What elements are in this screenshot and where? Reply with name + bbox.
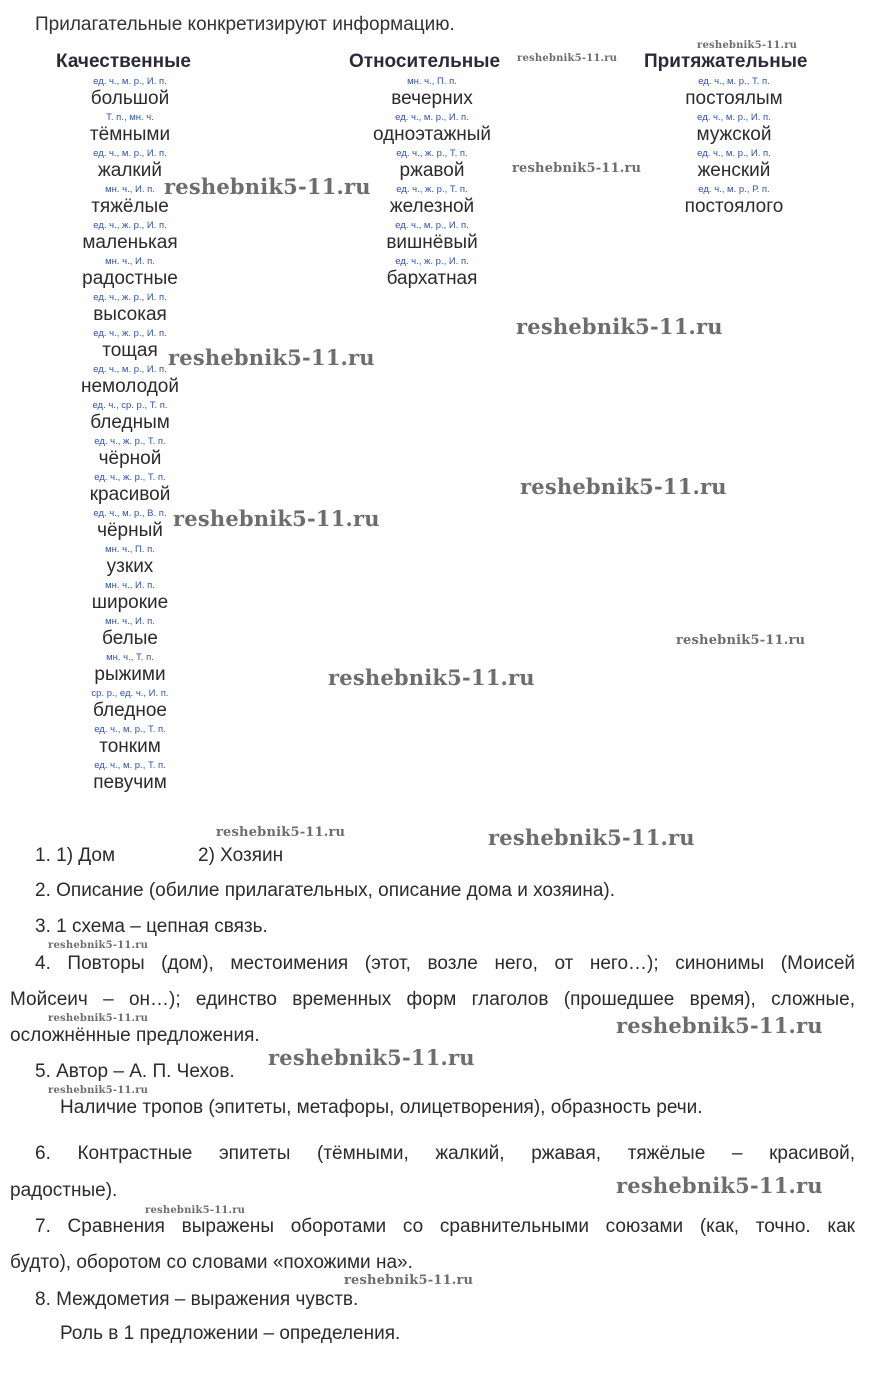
adjective-word: жалкий: [98, 160, 162, 181]
grammar-note: мн. ч., Т. п.: [106, 652, 154, 663]
watermark: reshebnik5-11.ru: [164, 174, 371, 199]
adjective-word: певучим: [93, 772, 167, 793]
grammar-note: ед. ч., ж. р., Т. п.: [94, 436, 166, 447]
grammar-note: ед. ч., м. р., И. п.: [93, 148, 167, 159]
adjective-word: женский: [697, 160, 771, 181]
answer-6-line-1: 6. Контрастные эпитеты (тёмными, жалкий, ржавая, тяжёлые – красивой,: [35, 1143, 855, 1164]
adjective-word: чёрной: [98, 448, 162, 469]
adjective-word: вечерних: [391, 88, 473, 109]
grammar-note: мн. ч., П. п.: [407, 76, 457, 87]
qualitative-adjective-entry: [50, 724, 210, 760]
possessive-adjective-entry: [654, 112, 814, 148]
possessive-column: [654, 76, 814, 220]
answer-4-line-2: Мойсеич – он…); единство временных форм глаголов (прошедшее время), сложные,: [10, 989, 855, 1010]
watermark: reshebnik5-11.ru: [173, 506, 380, 531]
qualitative-adjective-entry: [50, 616, 210, 652]
adjective-word: радостные: [82, 268, 178, 289]
qualitative-adjective-entry: [50, 112, 210, 148]
adjective-word: мужской: [696, 124, 772, 145]
grammar-note: мн. ч., И. п.: [105, 184, 155, 195]
watermark: reshebnik5-11.ru: [520, 474, 727, 499]
qualitative-adjective-entry: [50, 508, 210, 544]
adjective-word: маленькая: [82, 232, 178, 253]
relative-adjective-entry: [352, 256, 512, 292]
qualitative-adjective-entry: [50, 148, 210, 184]
grammar-note: ед. ч., м. р., Т. п.: [94, 760, 166, 771]
grammar-note: ед. ч., м. р., И. п.: [697, 112, 771, 123]
qualitative-adjective-entry: [50, 544, 210, 580]
grammar-note: ед. ч., м. р., И. п.: [93, 76, 167, 87]
grammar-note: Т. п., мн. ч.: [106, 112, 154, 123]
column-heading-qualitative: Качественные: [56, 51, 191, 72]
relative-column: [352, 76, 512, 292]
qualitative-column: [50, 76, 210, 796]
adjective-word: узких: [106, 556, 154, 577]
adjective-word: чёрный: [97, 520, 163, 541]
column-heading-relative: Относительные: [349, 51, 501, 72]
qualitative-adjective-entry: [50, 436, 210, 472]
answer-4-line-1: 4. Повторы (дом), местоимения (этот, возле него, от него…); синонимы (Моисей: [35, 953, 855, 974]
adjective-word: тонким: [99, 736, 161, 757]
adjective-word: бархатная: [386, 268, 478, 289]
adjective-word: вишнёвый: [386, 232, 478, 253]
grammar-note: ед. ч., ж. р., Т. п.: [396, 184, 468, 195]
qualitative-adjective-entry: [50, 760, 210, 796]
qualitative-adjective-entry: [50, 472, 210, 508]
answer-4-line-3: осложнённые предложения.: [10, 1025, 260, 1046]
adjective-word: тёмными: [89, 124, 171, 145]
grammar-note: мн. ч., П. п.: [105, 544, 155, 555]
watermark: reshebnik5-11.ru: [616, 1173, 823, 1198]
grammar-note: ед. ч., ср. р., Т. п.: [92, 400, 168, 411]
grammar-note: мн. ч., И. п.: [105, 580, 155, 591]
watermark: reshebnik5-11.ru: [616, 1013, 823, 1038]
adjective-word: бледным: [90, 412, 170, 433]
answer-5: 5. Автор – А. П. Чехов.: [35, 1061, 235, 1082]
grammar-note: ед. ч., ж. р., Т. п.: [396, 148, 468, 159]
watermark: reshebnik5-11.ru: [48, 940, 149, 951]
grammar-note: ед. ч., ж. р., Т. п.: [94, 472, 166, 483]
adjective-word: широкие: [91, 592, 169, 613]
adjective-word: постоялым: [685, 88, 783, 109]
adjective-word: тяжёлые: [91, 196, 169, 217]
relative-adjective-entry: [352, 76, 512, 112]
answer-2: 2. Описание (обилие прилагательных, описание дома и хозяина).: [35, 880, 616, 901]
answer-7-line-2: будто), оборотом со словами «похожими на».: [10, 1252, 413, 1273]
grammar-note: мн. ч., И. п.: [105, 256, 155, 267]
relative-adjective-entry: [352, 148, 512, 184]
answer-7-line-1: 7. Сравнения выражены оборотами со сравнительными союзами (как, точно. как: [35, 1216, 855, 1237]
answer-8: 8. Междометия – выражения чувств.: [35, 1289, 359, 1310]
answer-6-line-2: радостные).: [10, 1180, 118, 1201]
relative-adjective-entry: [352, 220, 512, 256]
qualitative-adjective-entry: [50, 328, 210, 364]
watermark: reshebnik5-11.ru: [697, 40, 798, 51]
qualitative-adjective-entry: [50, 292, 210, 328]
watermark: reshebnik5-11.ru: [517, 53, 618, 64]
grammar-note: ед. ч., м. р., В. п.: [93, 508, 167, 519]
answer-1-part-1: 1. 1) Дом: [35, 845, 116, 866]
grammar-note: ед. ч., м. р., Т. п.: [698, 76, 770, 87]
answer-3: 3. 1 схема – цепная связь.: [35, 916, 268, 937]
watermark: reshebnik5-11.ru: [168, 345, 375, 370]
qualitative-adjective-entry: [50, 256, 210, 292]
adjective-word: большой: [90, 88, 170, 109]
watermark: reshebnik5-11.ru: [488, 825, 695, 850]
qualitative-adjective-entry: [50, 184, 210, 220]
adjective-word: ржавой: [399, 160, 465, 181]
grammar-note: ед. ч., м. р., Р. п.: [698, 184, 770, 195]
adjective-word: тощая: [102, 340, 158, 361]
watermark: reshebnik5-11.ru: [216, 825, 346, 840]
grammar-note: ед. ч., ж. р., И. п.: [93, 220, 167, 231]
grammar-note: ед. ч., м. р., Т. п.: [94, 724, 166, 735]
qualitative-adjective-entry: [50, 364, 210, 400]
qualitative-adjective-entry: [50, 400, 210, 436]
adjective-word: немолодой: [81, 376, 179, 397]
grammar-note: мн. ч., И. п.: [105, 616, 155, 627]
grammar-note: ср. р., ед. ч., И. п.: [91, 688, 169, 699]
watermark: reshebnik5-11.ru: [344, 1273, 474, 1288]
qualitative-adjective-entry: [50, 580, 210, 616]
adjective-word: рыжими: [94, 664, 166, 685]
grammar-note: ед. ч., м. р., И. п.: [697, 148, 771, 159]
adjective-word: бледное: [93, 700, 167, 721]
qualitative-adjective-entry: [50, 220, 210, 256]
grammar-note: ед. ч., м. р., И. п.: [395, 112, 469, 123]
watermark: reshebnik5-11.ru: [48, 1013, 149, 1024]
watermark: reshebnik5-11.ru: [48, 1085, 149, 1096]
possessive-adjective-entry: [654, 148, 814, 184]
relative-adjective-entry: [352, 184, 512, 220]
watermark: reshebnik5-11.ru: [512, 161, 642, 176]
watermark: reshebnik5-11.ru: [676, 633, 806, 648]
adjective-word: одноэтажный: [372, 124, 492, 145]
qualitative-adjective-entry: [50, 76, 210, 112]
adjective-word: постоялого: [684, 196, 784, 217]
grammar-note: ед. ч., ж. р., И. п.: [395, 256, 469, 267]
possessive-adjective-entry: [654, 76, 814, 112]
adjective-word: высокая: [93, 304, 167, 325]
adjective-word: железной: [389, 196, 475, 217]
grammar-note: ед. ч., ж. р., И. п.: [93, 328, 167, 339]
watermark: reshebnik5-11.ru: [328, 665, 535, 690]
intro-text: Прилагательные конкретизируют информацию.: [35, 14, 455, 35]
qualitative-adjective-entry: [50, 652, 210, 688]
column-heading-possessive: Притяжательные: [644, 51, 808, 72]
adjective-word: красивой: [89, 484, 171, 505]
relative-adjective-entry: [352, 112, 512, 148]
watermark: reshebnik5-11.ru: [516, 314, 723, 339]
qualitative-adjective-entry: [50, 688, 210, 724]
adjective-word: белые: [102, 628, 158, 649]
grammar-note: ед. ч., м. р., И. п.: [395, 220, 469, 231]
answer-5-detail: Наличие тропов (эпитеты, метафоры, олицетворения), образность речи.: [60, 1097, 703, 1118]
grammar-note: ед. ч., ж. р., И. п.: [93, 292, 167, 303]
watermark: reshebnik5-11.ru: [268, 1045, 475, 1070]
watermark: reshebnik5-11.ru: [145, 1205, 246, 1216]
grammar-note: ед. ч., м. р., И. п.: [93, 364, 167, 375]
answer-1-part-2: 2) Хозяин: [198, 845, 284, 866]
possessive-adjective-entry: [654, 184, 814, 220]
answer-8-detail: Роль в 1 предложении – определения.: [60, 1323, 401, 1344]
